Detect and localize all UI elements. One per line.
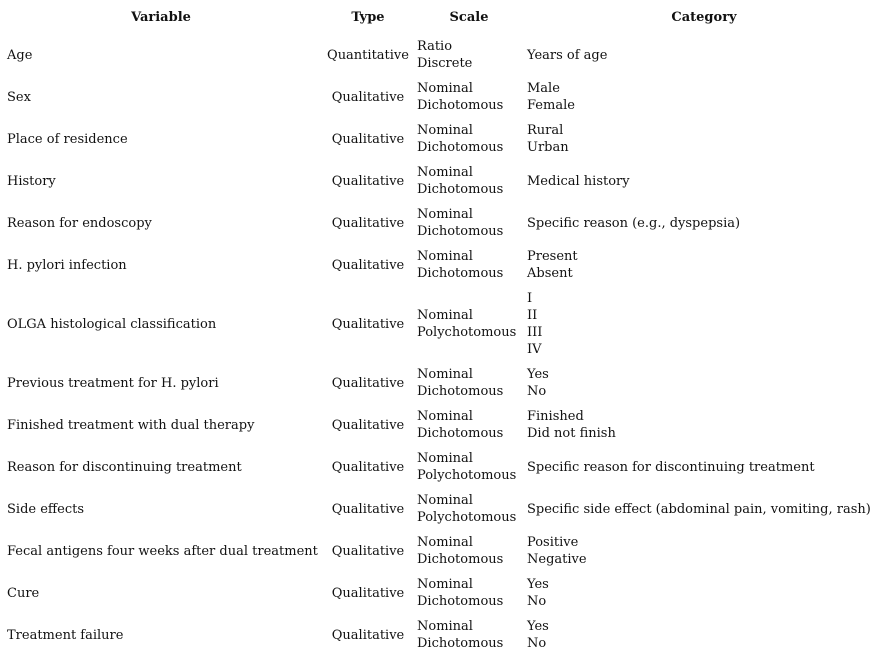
header-category: Category [671,9,737,25]
scale-cell [414,488,524,530]
table-row [0,118,884,160]
category-line: Specific reason (e.g., dyspepsia) [527,215,741,231]
table-row [0,244,884,286]
scale-line: Nominal [417,577,473,592]
scale-cell [414,572,524,614]
category-line: No [527,636,547,651]
category-line: Years of age [527,47,608,63]
type-cell: Qualitative [331,89,405,105]
category-line: Yes [527,367,549,382]
variable-cell: Fecal antigens four weeks after dual treatment [7,543,318,559]
scale-cell [414,244,524,286]
variable-cell: Treatment failure [7,627,124,643]
category-line: I [527,291,533,306]
variable-cell: History [7,173,56,189]
category-cell [524,34,884,76]
scale-line: Nominal [417,81,473,96]
header-type: Type [351,9,385,25]
table-row [0,530,884,572]
table-row [0,446,884,488]
category-cell [524,530,884,572]
scale-cell [414,530,524,572]
variable-cell: Reason for endoscopy [7,215,152,231]
table-row [0,488,884,530]
category-line: Negative [527,552,587,567]
variable-cell: Finished treatment with dual therapy [7,417,255,433]
category-cell [524,614,884,656]
category-cell [524,488,884,530]
category-line: Did not finish [527,426,616,441]
scale-line: Polychotomous [417,468,517,483]
category-line: III [527,325,543,340]
category-line: Yes [527,619,549,634]
table-body [0,34,884,656]
scale-line: Nominal [417,207,473,222]
category-line: Rural [527,123,564,138]
table-row [0,572,884,614]
scale-line: Dichotomous [417,224,504,239]
scale-line: Nominal [417,619,473,634]
scale-line: Nominal [417,308,473,323]
category-cell [524,572,884,614]
type-cell: Qualitative [331,215,405,231]
scale-line: Nominal [417,409,473,424]
category-cell [524,118,884,160]
table-row [0,76,884,118]
scale-line: Nominal [417,451,473,466]
table-row [0,160,884,202]
category-line: Specific side effect (abdominal pain, vomiting, rash) [527,501,871,517]
table-row [0,404,884,446]
scale-cell [414,404,524,446]
scale-cell [414,118,524,160]
variable-cell: Side effects [7,501,85,517]
category-line: Medical history [527,173,630,189]
category-line: No [527,384,547,399]
scale-line: Nominal [417,535,473,550]
scale-line: Polychotomous [417,510,517,525]
variable-cell: Cure [7,585,40,601]
table-row [0,614,884,656]
scale-cell [414,34,524,76]
scale-line: Dichotomous [417,426,504,441]
scale-line: Dichotomous [417,594,504,609]
category-line: Male [527,81,560,96]
variable-cell: Reason for discontinuing treatment [7,459,242,475]
scale-line: Nominal [417,123,473,138]
scale-line: Dichotomous [417,98,504,113]
type-cell: Qualitative [331,627,405,643]
category-line: Specific reason for discontinuing treatment [527,459,815,475]
type-cell: Qualitative [331,543,405,559]
scale-cell [414,362,524,404]
variable-cell: Place of residence [7,131,128,147]
table-row [0,286,884,362]
type-cell: Qualitative [331,316,405,332]
scale-line: Dichotomous [417,140,504,155]
category-line: IV [527,342,542,357]
scale-line: Dichotomous [417,182,504,197]
category-line: Finished [527,409,584,424]
scale-line: Dichotomous [417,636,504,651]
type-cell: Qualitative [331,131,405,147]
type-cell: Qualitative [331,375,405,391]
type-cell: Qualitative [331,173,405,189]
scale-cell [414,160,524,202]
category-cell [524,286,884,362]
category-cell [524,404,884,446]
scale-line: Nominal [417,249,473,264]
category-line: Absent [527,266,573,281]
scale-line: Discrete [417,56,473,71]
variable-cell: H. pylori infection [7,257,127,273]
scale-cell [414,76,524,118]
type-cell: Qualitative [331,501,405,517]
category-cell [524,160,884,202]
type-cell: Qualitative [331,459,405,475]
variable-cell: Previous treatment for H. pylori [7,375,219,391]
type-cell: Qualitative [331,417,405,433]
category-cell [524,446,884,488]
scale-cell [414,202,524,244]
table-row [0,202,884,244]
type-cell: Qualitative [331,257,405,273]
category-line: No [527,594,547,609]
category-cell [524,202,884,244]
table-header [0,0,884,34]
type-cell: Qualitative [331,585,405,601]
header-scale: Scale [449,9,489,25]
header-row [0,0,884,34]
scale-line: Nominal [417,493,473,508]
variable-cell: Sex [7,89,31,105]
type-cell: Quantitative [327,47,409,63]
category-line: Urban [527,140,569,155]
scale-cell [414,614,524,656]
variable-cell: OLGA histological classification [7,316,217,332]
category-line: Female [527,98,575,113]
scale-line: Nominal [417,367,473,382]
table-row [0,362,884,404]
scale-line: Dichotomous [417,384,504,399]
category-line: Positive [527,535,579,550]
header-variable: Variable [131,9,191,25]
scale-line: Ratio [417,39,453,54]
category-line: Yes [527,577,549,592]
scale-cell [414,446,524,488]
table-row [0,34,884,76]
scale-line: Polychotomous [417,325,517,340]
variable-cell: Age [7,47,33,63]
scale-line: Nominal [417,165,473,180]
scale-line: Dichotomous [417,552,504,567]
scale-line: Dichotomous [417,266,504,281]
category-line: Present [527,249,578,264]
category-cell [524,76,884,118]
category-line: II [527,308,538,323]
scale-cell [414,286,524,362]
category-cell [524,362,884,404]
category-cell [524,244,884,286]
